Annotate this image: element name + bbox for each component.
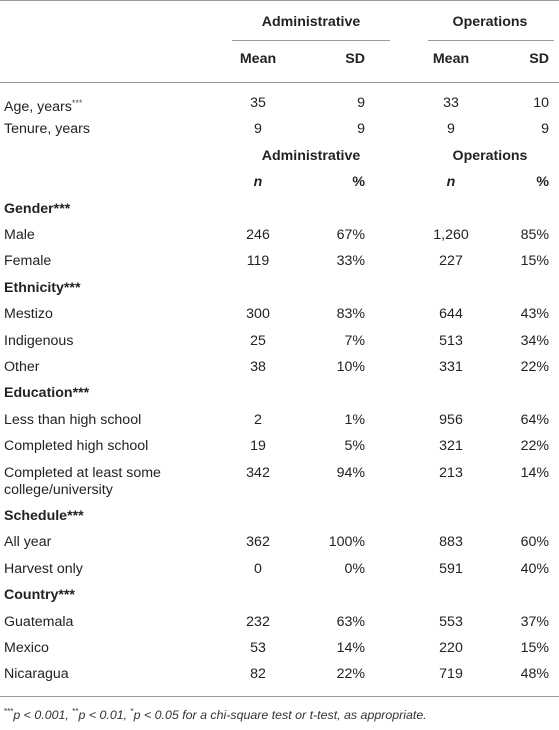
admin-n-value: 342 (246, 465, 270, 481)
ops-pct-value: 34% (520, 333, 549, 349)
ops-mean-value: 33 (443, 95, 459, 111)
table-row-label (4, 121, 90, 138)
admin-pct-value: 22% (336, 666, 365, 682)
table-row-label: All year (4, 534, 52, 550)
admin-pct-value: 83% (336, 306, 365, 322)
ops-pct-value: 64% (520, 412, 549, 428)
col-header-ops-mean: Mean (432, 51, 470, 67)
admin-n-value: 82 (250, 666, 266, 682)
admin-pct-value: 1% (344, 412, 365, 428)
table-row-label (4, 95, 82, 116)
col-header-ops-n: n (446, 174, 456, 190)
group-header-administrative-2: Administrative (261, 148, 361, 164)
admin-sd-value: 9 (357, 121, 365, 137)
admin-mean-value: 35 (250, 95, 266, 111)
ops-n-value: 331 (439, 359, 463, 375)
footnote-sig-3: * (130, 707, 134, 716)
ops-n-value: 553 (439, 614, 463, 630)
admin-pct-value: 94% (336, 465, 365, 481)
ops-n-value: 220 (439, 640, 463, 656)
admin-n-value: 362 (246, 534, 270, 550)
admin-sd-value: 9 (357, 95, 365, 111)
row-label-text: Tenure, years (4, 121, 90, 137)
admin-n-value: 232 (246, 614, 270, 630)
ops-pct-value: 37% (520, 614, 549, 630)
admin-pct-value: 67% (336, 227, 365, 243)
ops-n-value: 227 (439, 253, 463, 269)
admin-pct-value: 0% (344, 561, 365, 577)
ops-n-value: 591 (439, 561, 463, 577)
footnote-text-3: p < 0.05 for a chi-square test or t-test, as appropriate. (133, 708, 427, 722)
ops-n-value: 956 (439, 412, 463, 428)
top-rule (0, 0, 559, 1)
ops-n-value: 883 (439, 534, 463, 550)
admin-n-value: 0 (254, 561, 262, 577)
admin-pct-value: 5% (344, 438, 365, 454)
col-header-admin-pct: % (352, 174, 365, 190)
admin-pct-value: 100% (328, 534, 365, 550)
group-header-administrative: Administrative (261, 14, 361, 30)
ops-pct-value: 15% (520, 640, 549, 656)
ops-n-value: 213 (439, 465, 463, 481)
section-title: Ethnicity*** (4, 280, 81, 296)
footnote-sig-1: *** (4, 707, 14, 716)
col-header-ops-pct: % (536, 174, 549, 190)
significance-marker: *** (71, 98, 83, 108)
ops-n-value: 513 (439, 333, 463, 349)
group-header-operations-2: Operations (452, 148, 528, 164)
admin-n-value: 119 (246, 253, 270, 269)
admin-pct-value: 7% (344, 333, 365, 349)
table-row-label: Completed high school (4, 438, 149, 454)
section-title: Gender*** (4, 201, 71, 217)
table-row-label: Harvest only (4, 561, 83, 577)
ops-n-value: 321 (439, 438, 463, 454)
admin-n-value: 2 (254, 412, 262, 428)
admin-mean-value: 9 (254, 121, 262, 137)
footnote-text-2: p < 0.01, (78, 708, 131, 722)
ops-pct-value: 22% (520, 438, 549, 454)
section-title: Country*** (4, 587, 75, 603)
operations-underline (428, 40, 554, 41)
admin-pct-value: 63% (336, 614, 365, 630)
ops-pct-value: 14% (520, 465, 549, 481)
footnote-text-1: p < 0.001, (13, 708, 73, 722)
administrative-underline (232, 40, 390, 41)
footnote (4, 707, 427, 722)
table-row-label-continued: college/university (4, 482, 113, 498)
admin-pct-value: 33% (336, 253, 365, 269)
table-row-label: Male (4, 227, 35, 243)
col-header-admin-n: n (253, 174, 263, 190)
header-rule (0, 82, 559, 83)
table-row-label: Guatemala (4, 614, 74, 630)
admin-pct-value: 14% (336, 640, 365, 656)
table-row-label: Mestizo (4, 306, 53, 322)
admin-n-value: 19 (250, 438, 266, 454)
table-row-label: Indigenous (4, 333, 74, 349)
row-label-text: Age, years (4, 99, 72, 115)
ops-n-value: 719 (439, 666, 463, 682)
ops-pct-value: 15% (520, 253, 549, 269)
section-title: Schedule*** (4, 508, 84, 524)
ops-pct-value: 40% (520, 561, 549, 577)
ops-sd-value: 10 (533, 95, 549, 111)
table-row-label: Other (4, 359, 40, 375)
bottom-rule (0, 696, 559, 697)
ops-n-value: 1,260 (433, 227, 469, 243)
ops-pct-value: 43% (520, 306, 549, 322)
admin-n-value: 300 (246, 306, 270, 322)
ops-mean-value: 9 (447, 121, 455, 137)
admin-n-value: 246 (246, 227, 270, 243)
ops-pct-value: 22% (520, 359, 549, 375)
col-header-admin-mean: Mean (239, 51, 277, 67)
table-row-label: Completed at least some (4, 465, 161, 481)
col-header-ops-sd: SD (529, 51, 549, 67)
ops-sd-value: 9 (541, 121, 549, 137)
table-row-label: Mexico (4, 640, 49, 656)
ops-n-value: 644 (439, 306, 463, 322)
table-row-label: Less than high school (4, 412, 142, 428)
group-header-operations: Operations (452, 14, 528, 30)
ops-pct-value: 60% (520, 534, 549, 550)
admin-n-value: 38 (250, 359, 266, 375)
admin-n-value: 53 (250, 640, 266, 656)
admin-pct-value: 10% (336, 359, 365, 375)
table-row-label: Nicaragua (4, 666, 69, 682)
ops-pct-value: 48% (520, 666, 549, 682)
ops-pct-value: 85% (520, 227, 549, 243)
col-header-admin-sd: SD (345, 51, 365, 67)
section-title: Education*** (4, 385, 90, 401)
footnote-sig-2: ** (72, 707, 79, 716)
table-row-label: Female (4, 253, 52, 269)
admin-n-value: 25 (250, 333, 266, 349)
